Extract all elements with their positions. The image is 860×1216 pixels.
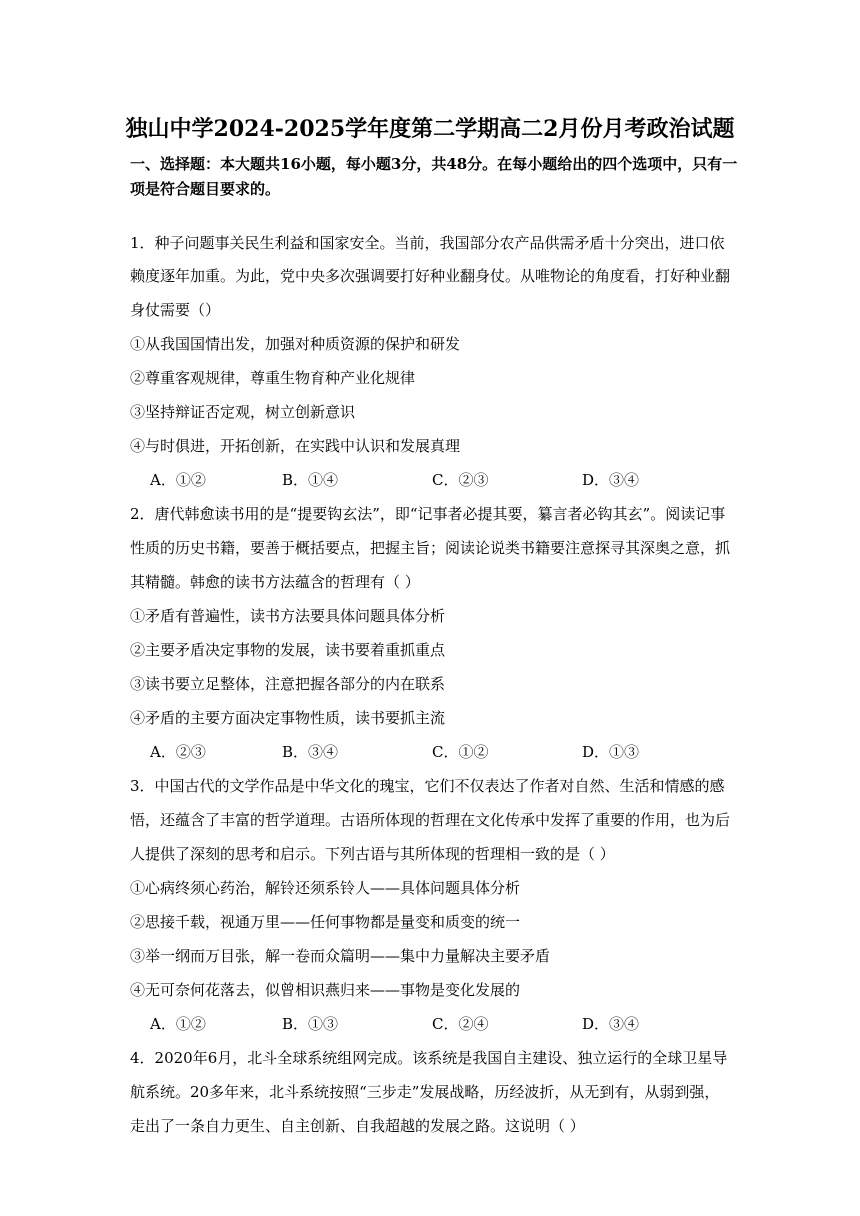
question-4-stem-line-2: 航系统。20多年来，北斗系统按照“三步走”发展战略，历经波折，从无到有，从弱到强， bbox=[130, 1083, 720, 1101]
question-2-stem-line-3: 其精髓。韩愈的读书方法蕴含的哲理有（ ） bbox=[130, 573, 420, 591]
question-3-statement-1: ①心病终须心药治，解铃还须系铃人——具体问题具体分析 bbox=[130, 879, 521, 897]
question-1-stem-line-2: 赖度逐年加重。为此，党中央多次强调要打好种业翻身仗。从唯物论的角度看，打好种业翻 bbox=[130, 267, 731, 285]
question-2-statement-1: ①矛盾有普遍性，读书方法要具体问题具体分析 bbox=[130, 607, 446, 625]
question-2-statement-3: ③读书要立足整体，注意把握各部分的内在联系 bbox=[130, 675, 446, 693]
question-3-statement-2: ②思接千载，视通万里——任何事物都是量变和质变的统一 bbox=[130, 913, 521, 931]
question-1-statement-1: ①从我国国情出发，加强对种质资源的保护和研发 bbox=[130, 335, 461, 353]
question-1-stem-line-3: 身仗需要（） bbox=[130, 301, 221, 319]
question-2-stem-line-2: 性质的历史书籍，要善于概括要点，把握主旨；阅读论说类书籍要注意探寻其深奥之意，抓 bbox=[130, 539, 731, 557]
page-title: 独山中学2024-2025学年度第二学期高二2月份月考政治试题 bbox=[125, 116, 735, 142]
question-3-statement-3: ③举一纲而万目张，解一卷而众篇明——集中力量解决主要矛盾 bbox=[130, 947, 551, 965]
option-a: A．②③ bbox=[150, 743, 206, 761]
question-1-stem-line-1: 1．种子问题事关民生利益和国家安全。当前，我国部分农产品供需矛盾十分突出，进口依 bbox=[130, 234, 725, 252]
question-1-statement-2: ②尊重客观规律，尊重生物育种产业化规律 bbox=[130, 369, 416, 387]
question-1-statement-3: ③坚持辩证否定观，树立创新意识 bbox=[130, 403, 356, 421]
option-d: D．③④ bbox=[582, 1015, 640, 1033]
option-d: D．①③ bbox=[582, 743, 640, 761]
question-1-statement-4: ④与时俱进，开拓创新，在实践中认识和发展真理 bbox=[130, 437, 461, 455]
question-2-statement-4: ④矛盾的主要方面决定事物性质，读书要抓主流 bbox=[130, 709, 446, 727]
option-a: A．①② bbox=[150, 1015, 206, 1033]
question-2-stem-line-1: 2．唐代韩愈读书用的是“提要钩玄法”，即“记事者必提其要，纂言者必钩其玄”。阅读记事 bbox=[130, 505, 726, 523]
question-4-stem-line-3: 走出了一条自力更生、自主创新、自我超越的发展之路。这说明（ ） bbox=[130, 1117, 585, 1135]
question-3-statement-4: ④无可奈何花落去，似曾相识燕归来——事物是变化发展的 bbox=[130, 981, 521, 999]
question-3-stem-line-3: 人提供了深刻的思考和启示。下列古语与其所体现的哲理相一致的是（ ） bbox=[130, 845, 615, 863]
option-b: B．①③ bbox=[282, 1015, 339, 1033]
option-d: D．③④ bbox=[582, 471, 640, 489]
option-c: C．①② bbox=[432, 743, 489, 761]
section-heading: 一、选择题：本大题共16小题，每小题3分，共48分。在每小题给出的四个选项中，只有一项是符合题目要求的。 bbox=[130, 155, 738, 198]
question-2-statement-2: ②主要矛盾决定事物的发展，读书要着重抓重点 bbox=[130, 641, 446, 659]
option-c: C．②③ bbox=[432, 471, 489, 489]
question-4-stem-line-1: 4．2020年6月，北斗全球系统组网完成。该系统是我国自主建设、独立运行的全球卫星导 bbox=[130, 1049, 728, 1067]
question-3-stem-line-1: 3．中国古代的文学作品是中华文化的瑰宝，它们不仅表达了作者对自然、生活和情感的感 bbox=[130, 777, 725, 795]
option-b: B．③④ bbox=[282, 743, 339, 761]
option-a: A．①② bbox=[150, 471, 206, 489]
option-c: C．②④ bbox=[432, 1015, 489, 1033]
option-b: B．①④ bbox=[282, 471, 339, 489]
question-3-stem-line-2: 悟，还蕴含了丰富的哲学道理。古语所体现的哲理在文化传承中发挥了重要的作用，也为后 bbox=[130, 811, 731, 829]
